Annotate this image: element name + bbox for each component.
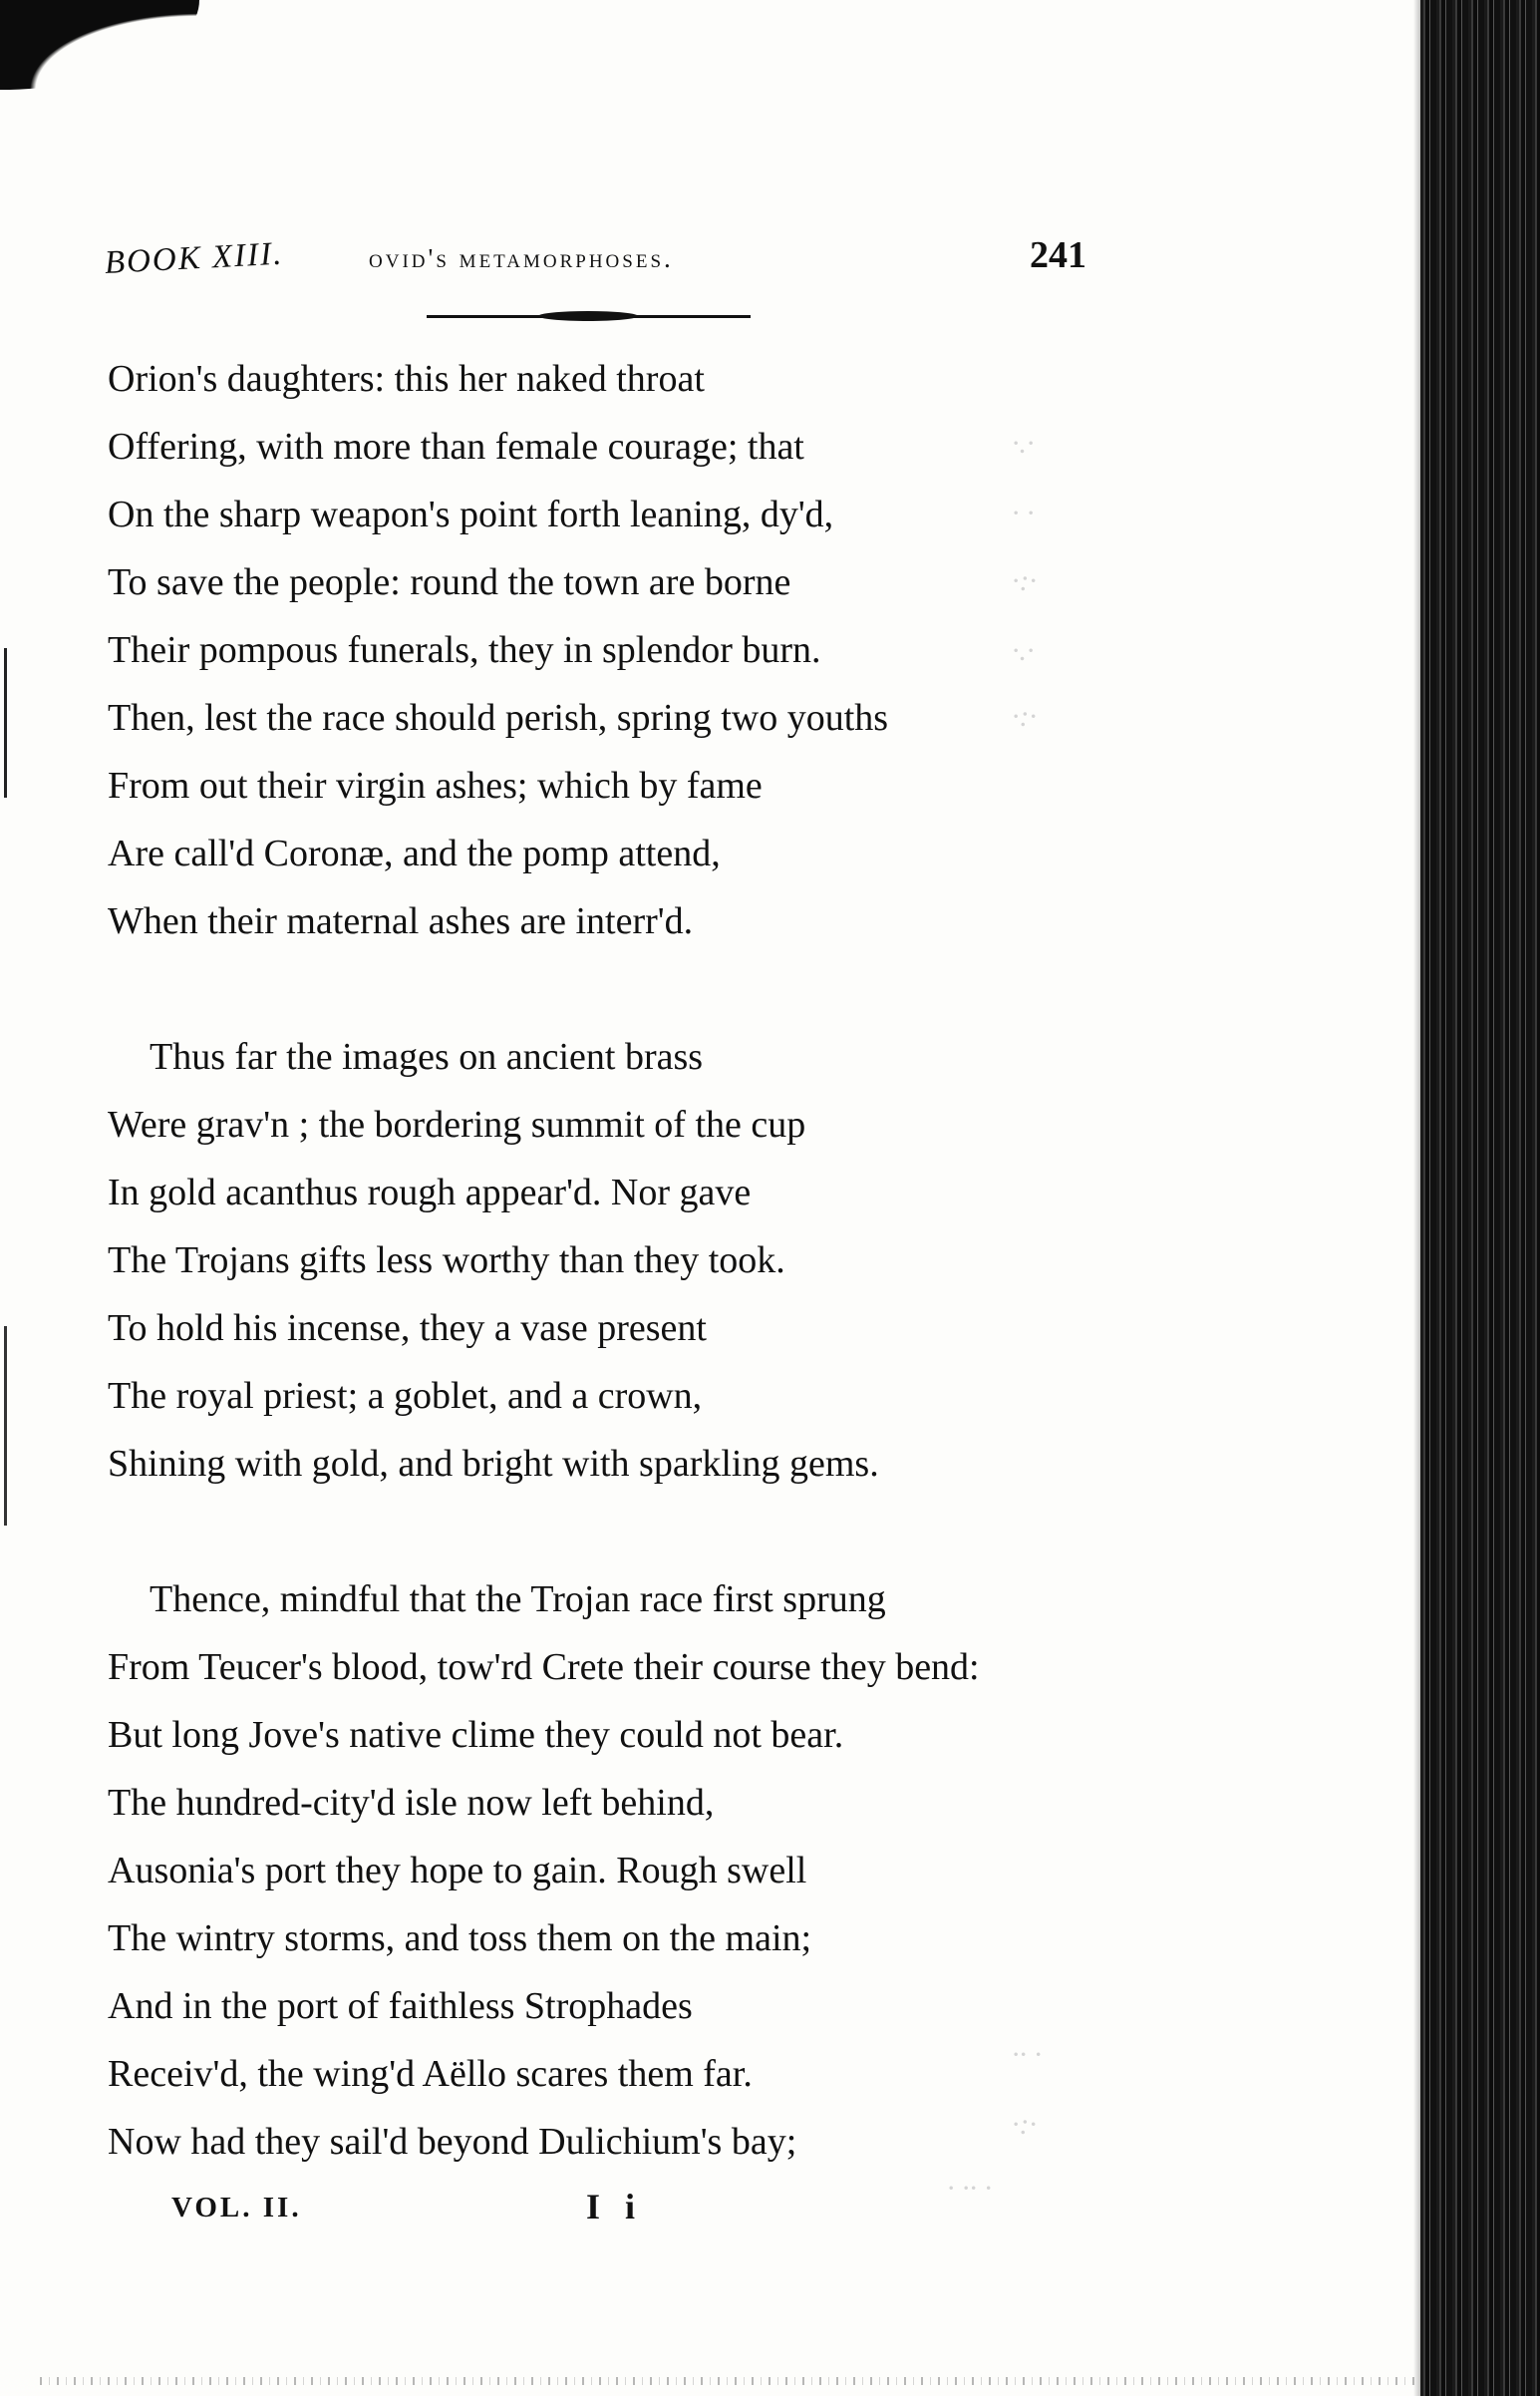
verse-line: In gold acanthus rough appear'd. Nor gave <box>108 1172 752 1213</box>
page-number: 241 <box>1030 234 1086 276</box>
verse-line: Were grav'n ; the bordering summit of the cup <box>108 1104 806 1146</box>
running-title: ovid's metamorphoses. <box>369 243 674 273</box>
bottom-edge-noise <box>40 2377 1415 2385</box>
bleed-through-mark: ·.· <box>1012 634 1035 667</box>
bleed-through-mark: ·:· <box>1012 700 1037 733</box>
verse-line: On the sharp weapon's point forth leaning, dy'd, <box>108 494 834 535</box>
bleed-through-mark: · ·· · <box>947 2172 992 2205</box>
verse-line: Ausonia's port they hope to gain. Rough swell <box>108 1850 807 1891</box>
binding-gutter <box>1420 0 1540 2396</box>
bleed-through-mark: ·:· <box>1012 564 1037 597</box>
bleed-through-mark: ·:· <box>1012 2108 1037 2141</box>
verse-line: Offering, with more than female courage; that <box>108 426 804 468</box>
verse-line: But long Jove's native clime they could not bear. <box>108 1714 844 1756</box>
book-label: BOOK XIII. <box>104 235 285 281</box>
verse-line: Thence, mindful that the Trojan race first sprung <box>150 1578 886 1620</box>
verse-line: Their pompous funerals, they in splendor burn. <box>108 629 821 671</box>
verse-line: And in the port of faithless Strophades <box>108 1985 693 2027</box>
signature-mark: I i <box>586 2187 644 2226</box>
verse-line: From Teucer's blood, tow'rd Crete their course they bend: <box>108 1646 980 1688</box>
stanza <box>108 1565 980 2176</box>
stanza <box>108 1023 879 1498</box>
verse-line: Now had they sail'd beyond Dulichium's bay; <box>108 2121 797 2163</box>
left-edge-mark <box>4 1326 7 1526</box>
verse-line: To hold his incense, they a vase present <box>108 1307 707 1349</box>
stanza <box>108 345 888 955</box>
bleed-through-mark: · · <box>1012 497 1035 529</box>
left-edge-mark <box>4 648 7 798</box>
bleed-through-mark: ·· · <box>1012 2038 1042 2071</box>
verse-line: From out their virgin ashes; which by fame <box>108 765 763 807</box>
verse-line: Orion's daughters: this her naked throat <box>108 358 705 400</box>
verse-line: Are call'd Coronæ, and the pomp attend, <box>108 833 721 874</box>
verse-line: The hundred-city'd isle now left behind, <box>108 1782 715 1824</box>
verse-line: When their maternal ashes are interr'd. <box>108 900 694 942</box>
verse-line: Shining with gold, and bright with sparkling gems. <box>108 1443 879 1485</box>
volume-footer: VOL. II. <box>171 2192 302 2224</box>
bleed-through-mark: ·.· <box>1012 427 1035 460</box>
verse-line: The Trojans gifts less worthy than they took. <box>108 1239 785 1281</box>
verse-line: Receiv'd, the wing'd Aëllo scares them far. <box>108 2053 753 2095</box>
verse-line: The royal priest; a goblet, and a crown, <box>108 1375 703 1417</box>
verse-line: Then, lest the race should perish, spring two youths <box>108 697 889 739</box>
verse-line: The wintry storms, and toss them on the main; <box>108 1917 812 1959</box>
header-rule-ornament <box>538 311 638 321</box>
verse-line: To save the people: round the town are borne <box>108 561 791 603</box>
verse-line: Thus far the images on ancient brass <box>150 1036 704 1078</box>
running-header <box>0 0 1540 299</box>
